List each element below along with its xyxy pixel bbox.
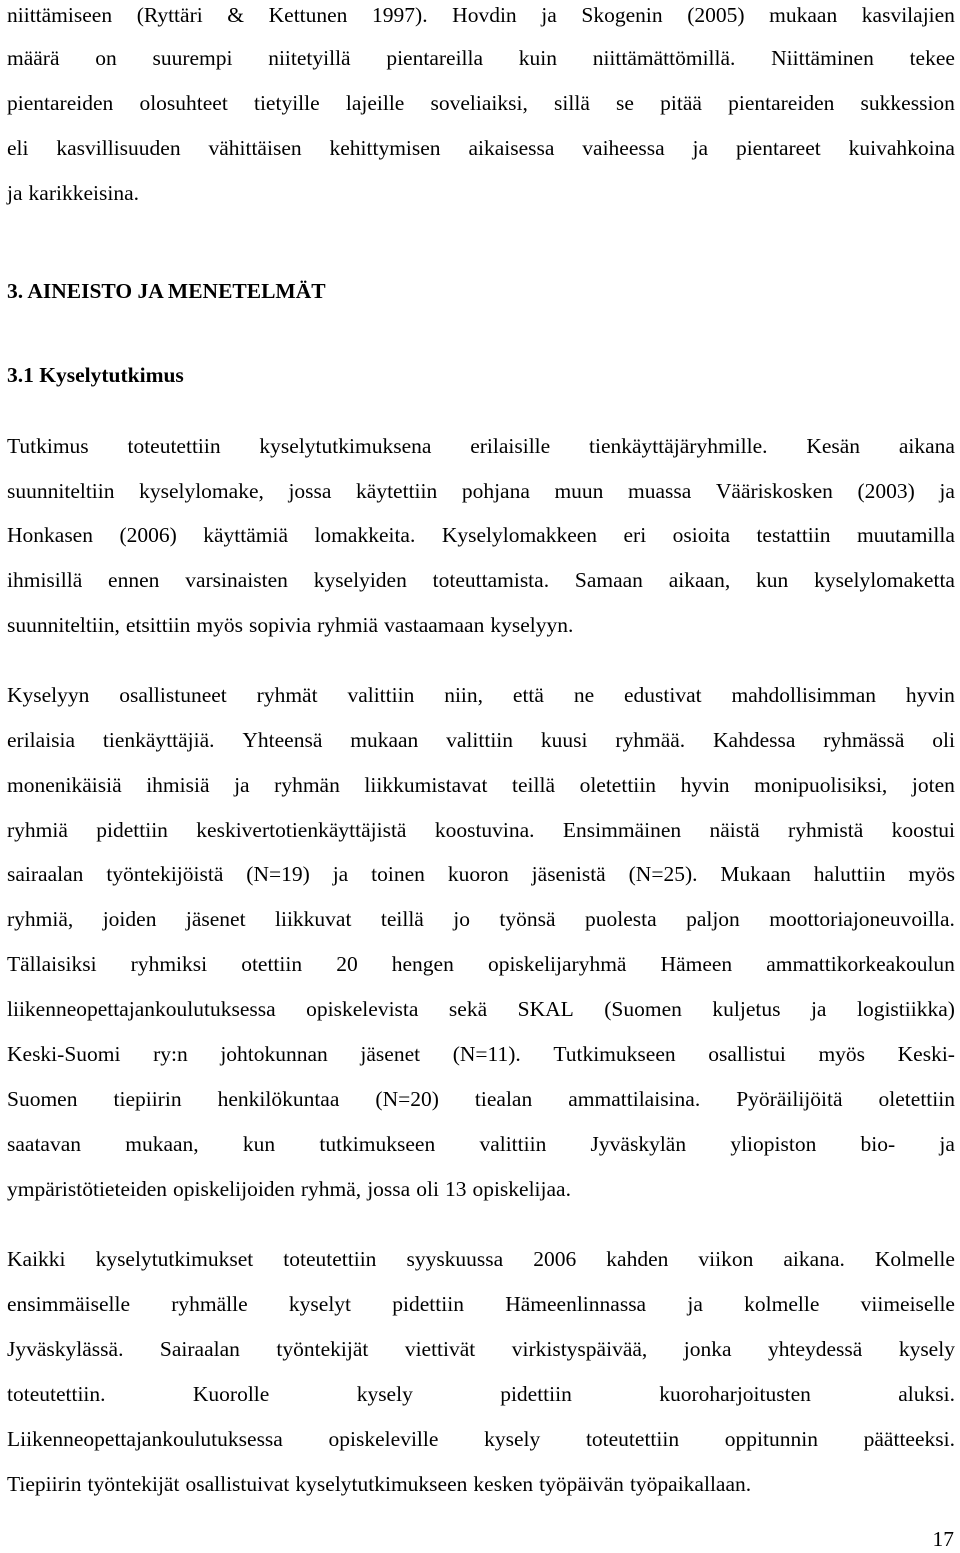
text-line <box>7 610 955 640</box>
word: opiskelijaryhmä <box>487 952 627 976</box>
word: keskivertotienkäyttäjistä <box>196 818 407 842</box>
word: aikaisessa <box>468 136 555 160</box>
word: Kettunen <box>268 3 348 27</box>
word: sukkession <box>860 91 955 115</box>
word: pientareilla <box>386 46 484 70</box>
word: jossa <box>367 1177 411 1201</box>
word: sairaalan <box>7 862 84 886</box>
word: toteutettiin. <box>7 1382 106 1406</box>
word: oli <box>416 1177 439 1201</box>
word: haluttiin <box>813 862 886 886</box>
section-heading: 3. AINEISTO JA MENETELMÄT <box>7 279 326 303</box>
word: varsinaisten <box>185 568 288 592</box>
word: ensimmäiselle <box>7 1292 130 1316</box>
word: muutamilla <box>856 523 955 547</box>
word: mukaan <box>350 728 419 752</box>
word: soveliaiksi, <box>430 91 528 115</box>
word: valittiin <box>446 728 514 752</box>
word: Suomen <box>7 1087 78 1111</box>
word: on <box>95 46 117 70</box>
word: erilaisille <box>470 434 551 458</box>
word: suunniteltiin <box>7 479 115 503</box>
word: niittämättömillä. <box>592 46 736 70</box>
word: Skogenin <box>581 3 663 27</box>
word: & <box>227 3 245 27</box>
word: bio- <box>860 1132 896 1156</box>
word: puolesta <box>584 907 657 931</box>
word: ja <box>692 136 709 160</box>
word: kysely <box>484 1427 541 1451</box>
word: osallistuivat <box>185 1472 290 1496</box>
text-line <box>7 1289 955 1319</box>
word: työntekijöistä <box>106 862 224 886</box>
word: Keski-Suomi <box>7 1042 121 1066</box>
word: se <box>616 91 634 115</box>
text-line <box>7 1469 955 1499</box>
word: kasvilajien <box>861 3 955 27</box>
word: liikenneopettajankoulutuksessa <box>7 997 276 1021</box>
word: Jyväskylän <box>590 1132 687 1156</box>
word: pohjana <box>461 479 530 503</box>
text-line <box>7 815 955 845</box>
word: toteutettiin <box>585 1427 680 1451</box>
word: toteutettiin <box>127 434 221 458</box>
word: oletettiin <box>878 1087 955 1111</box>
word: lomakkeita. <box>314 523 416 547</box>
word: monipuolisiksi, <box>754 773 888 797</box>
word: Pyöräilijöitä <box>736 1087 843 1111</box>
word: ja <box>332 862 349 886</box>
text-line <box>7 680 955 710</box>
text-line <box>7 1424 955 1454</box>
word: eli <box>7 136 29 160</box>
word: Kahdessa <box>713 728 796 752</box>
word: osallistuneet <box>119 683 227 707</box>
word: kuljetus <box>712 997 781 1021</box>
word: ammattilaisina. <box>568 1087 701 1111</box>
word: sillä <box>554 91 590 115</box>
word: ry:n <box>153 1042 188 1066</box>
word: kyselytutkimuksena <box>259 434 432 458</box>
word: liikkumistavat <box>364 773 488 797</box>
word: suurempi <box>152 46 233 70</box>
word: oletettiin <box>579 773 656 797</box>
word: pidettiin <box>500 1382 572 1406</box>
word: (N=19) <box>246 862 310 886</box>
word: 13 <box>444 1177 467 1201</box>
word: sopivia <box>249 613 312 637</box>
word: jäsenet <box>185 907 246 931</box>
word: pientareiden <box>728 91 835 115</box>
word: oli <box>932 728 955 752</box>
word: (Suomen <box>604 997 682 1021</box>
word: (Ryttäri <box>136 3 203 27</box>
word: virkistyspäivää, <box>511 1337 648 1361</box>
word: syyskuussa <box>406 1247 504 1271</box>
word: kuusi <box>540 728 588 752</box>
word: moottoriajoneuvoilla. <box>769 907 955 931</box>
word: opiskelevista <box>306 997 419 1021</box>
word: lajeille <box>345 91 405 115</box>
word: Vääriskosken <box>715 479 833 503</box>
word: mahdollisimman <box>731 683 877 707</box>
text-line <box>7 904 955 934</box>
word: sekä <box>448 997 488 1021</box>
text-line <box>7 1244 955 1274</box>
word: Kuorolle <box>192 1382 270 1406</box>
text-line <box>7 431 955 461</box>
word: Keski- <box>897 1042 955 1066</box>
word: ammattikorkeakoulun <box>766 952 955 976</box>
word: myös <box>908 862 955 886</box>
word: kuoroharjoitusten <box>659 1382 811 1406</box>
text-line <box>7 476 955 506</box>
word: 2006 <box>533 1247 577 1271</box>
word: tietyille <box>253 91 320 115</box>
word: ja <box>7 181 23 205</box>
word: aikana <box>898 434 955 458</box>
word: karikkeisina. <box>28 181 139 205</box>
word: (2006) <box>119 523 177 547</box>
word: tiealan <box>474 1087 533 1111</box>
word: vaiheessa <box>582 136 665 160</box>
word: (N=11). <box>452 1042 521 1066</box>
word: vähittäisen <box>208 136 302 160</box>
word: Sairaalan <box>159 1337 240 1361</box>
word: olosuhteet <box>139 91 228 115</box>
word: Jyväskylässä. <box>7 1337 124 1361</box>
word: pitää <box>660 91 702 115</box>
word: kasvillisuuden <box>56 136 181 160</box>
word: Tiepiirin <box>7 1472 82 1496</box>
text-line <box>7 725 955 755</box>
word: Kyselylomakkeen <box>441 523 598 547</box>
text-line <box>7 994 955 1024</box>
word: Hovdin <box>452 3 517 27</box>
word: johtokunnan <box>220 1042 328 1066</box>
word: edustivat <box>624 683 702 707</box>
text-line <box>7 1379 955 1409</box>
word: käytettiin <box>356 479 438 503</box>
word: suunniteltiin, <box>7 613 120 637</box>
word: kuivahkoina <box>848 136 955 160</box>
word: yhteydessä <box>768 1337 863 1361</box>
word: Samaan <box>574 568 643 592</box>
word: työpaikallaan. <box>629 1472 752 1496</box>
word: erilaisia <box>7 728 76 752</box>
word: Niittäminen <box>771 46 874 70</box>
word: kyselylomake, <box>139 479 264 503</box>
word: kehittymisen <box>329 136 441 160</box>
word: viettivät <box>404 1337 476 1361</box>
word: ryhmälle <box>171 1292 248 1316</box>
word: mukaan <box>769 3 838 27</box>
text-line <box>7 949 955 979</box>
word: kun <box>756 568 789 592</box>
word: myös <box>818 1042 866 1066</box>
word: tienkäyttäjiä. <box>102 728 215 752</box>
word: ja <box>939 479 955 503</box>
word: kahden <box>606 1247 669 1271</box>
word: niitetyillä <box>268 46 351 70</box>
word: valittiin <box>347 683 415 707</box>
word: Tutkimukseen <box>553 1042 676 1066</box>
word: joiden <box>102 907 157 931</box>
word: ryhmää. <box>615 728 686 752</box>
word: työpäivän <box>539 1472 624 1496</box>
word: Hämeenlinnassa <box>505 1292 647 1316</box>
word: ihmisiä <box>146 773 210 797</box>
word: kyselytutkimukset <box>95 1247 254 1271</box>
word: ryhmät <box>256 683 318 707</box>
text-line <box>7 0 955 30</box>
word: opiskelijaa. <box>472 1177 571 1201</box>
text-line <box>7 859 955 889</box>
word: kuoron <box>447 862 509 886</box>
word: Tällaisiksi <box>7 952 97 976</box>
word: (2005) <box>687 3 745 27</box>
word: opiskeleville <box>328 1427 439 1451</box>
word: aikaan, <box>668 568 731 592</box>
text-line <box>7 520 955 550</box>
word: käyttämiä <box>203 523 288 547</box>
word: aluksi. <box>898 1382 955 1406</box>
word: niin, <box>444 683 484 707</box>
word: ympäristötieteiden <box>7 1177 168 1201</box>
word: logistiikka) <box>856 997 955 1021</box>
word: kuin <box>518 46 557 70</box>
word: ryhmistä <box>788 818 864 842</box>
word: pientareiden <box>7 91 114 115</box>
subsection-heading: 3.1 Kyselytutkimus <box>7 363 184 387</box>
word: ja <box>234 773 250 797</box>
page-number: 17 <box>932 1527 954 1551</box>
word: ryhmiä <box>317 613 379 637</box>
word: viimeiselle <box>860 1292 955 1316</box>
word: liikkuvat <box>275 907 352 931</box>
word: 20 <box>336 952 358 976</box>
word: mukaan, <box>125 1132 199 1156</box>
word: paljon <box>686 907 740 931</box>
word: jäsenistä <box>531 862 606 886</box>
word: opiskelijoiden <box>173 1177 295 1201</box>
word: ryhmän <box>274 773 340 797</box>
word: osallistui <box>708 1042 786 1066</box>
word: kolmelle <box>744 1292 820 1316</box>
word: kesken <box>473 1472 534 1496</box>
word: hengen <box>391 952 454 976</box>
word: kysely <box>356 1382 413 1406</box>
word: Yhteensä <box>242 728 323 752</box>
word: kysely <box>898 1337 955 1361</box>
word: pientareet <box>735 136 821 160</box>
word: ja <box>687 1292 703 1316</box>
word: pidettiin <box>96 818 168 842</box>
word: Liikenneopettajankoulutuksessa <box>7 1427 283 1451</box>
text-line <box>7 1129 955 1159</box>
word: teillä <box>512 773 555 797</box>
word: kyselyt <box>288 1292 352 1316</box>
word: SKAL <box>517 997 574 1021</box>
word: Ensimmäinen <box>562 818 682 842</box>
word: ryhmiä, <box>7 907 74 931</box>
word: toteuttamista. <box>432 568 550 592</box>
word: viikon <box>698 1247 754 1271</box>
word: kun <box>242 1132 276 1156</box>
word: ja <box>810 997 827 1021</box>
word: jonka <box>683 1337 732 1361</box>
word: näistä <box>709 818 760 842</box>
word: työnsä <box>499 907 556 931</box>
word: yliopiston <box>730 1132 817 1156</box>
word: ihmisillä <box>7 568 83 592</box>
text-line <box>7 770 955 800</box>
word: määrä <box>7 46 60 70</box>
word: tienkäyttäjäryhmille. <box>589 434 768 458</box>
word: kyselytutkimukseen <box>295 1472 468 1496</box>
word: osioita <box>672 523 730 547</box>
word: ryhmiksi <box>130 952 208 976</box>
word: jäsenet <box>360 1042 421 1066</box>
word: jossa <box>288 479 332 503</box>
text-line <box>7 43 955 73</box>
word: kyselyyn. <box>490 613 574 637</box>
word: jo <box>453 907 470 931</box>
word: Hämeen <box>660 952 733 976</box>
word: aikana. <box>783 1247 845 1271</box>
word: muun <box>554 479 604 503</box>
word: ryhmä, <box>300 1177 362 1201</box>
word: koostuvina. <box>434 818 535 842</box>
word: (2003) <box>857 479 915 503</box>
text-line <box>7 1174 955 1204</box>
word: ja <box>541 3 557 27</box>
text-line <box>7 1039 955 1069</box>
word: ennen <box>108 568 160 592</box>
word: pidettiin <box>392 1292 464 1316</box>
word: (N=25). <box>628 862 698 886</box>
text-line <box>7 133 955 163</box>
text-line <box>7 565 955 595</box>
word: testattiin <box>756 523 831 547</box>
word: että <box>512 683 544 707</box>
word: Honkasen <box>7 523 93 547</box>
word: ja <box>939 1132 955 1156</box>
word: niittämiseen <box>7 3 113 27</box>
word: Kaikki <box>7 1247 66 1271</box>
word: eri <box>623 523 647 547</box>
word: kyselylomaketta <box>814 568 955 592</box>
word: vastaamaan <box>384 613 485 637</box>
word: toinen <box>371 862 425 886</box>
word: valittiin <box>479 1132 547 1156</box>
word: toteutettiin <box>283 1247 377 1271</box>
word: oppitunnin <box>724 1427 818 1451</box>
word: tiepiirin <box>113 1087 182 1111</box>
word: henkilökuntaa <box>217 1087 340 1111</box>
word: myös <box>196 613 243 637</box>
text-line <box>7 1084 955 1114</box>
word: (N=20) <box>375 1087 439 1111</box>
word: Kesän <box>806 434 861 458</box>
word: ryhmiä <box>7 818 68 842</box>
word: otettiin <box>241 952 303 976</box>
word: ne <box>573 683 595 707</box>
text-line <box>7 88 955 118</box>
word: saatavan <box>7 1132 82 1156</box>
word: Mukaan <box>720 862 791 886</box>
word: työntekijät <box>87 1472 180 1496</box>
word: monenikäisiä <box>7 773 122 797</box>
word: etsittiin <box>125 613 191 637</box>
word: koostui <box>891 818 955 842</box>
word: ryhmässä <box>823 728 905 752</box>
word: teillä <box>380 907 424 931</box>
word: joten <box>911 773 955 797</box>
word: muassa <box>628 479 692 503</box>
word: hyvin <box>680 773 730 797</box>
word: työntekijät <box>276 1337 369 1361</box>
word: kyselyiden <box>313 568 407 592</box>
word: hyvin <box>905 683 955 707</box>
word: Kyselyyn <box>7 683 90 707</box>
word: Tutkimus <box>7 434 89 458</box>
word: tutkimukseen <box>319 1132 436 1156</box>
text-line <box>7 178 955 208</box>
word: päätteeksi. <box>863 1427 955 1451</box>
word: Kolmelle <box>874 1247 955 1271</box>
text-line <box>7 1334 955 1364</box>
word: tekee <box>909 46 955 70</box>
word: 1997). <box>372 3 428 27</box>
